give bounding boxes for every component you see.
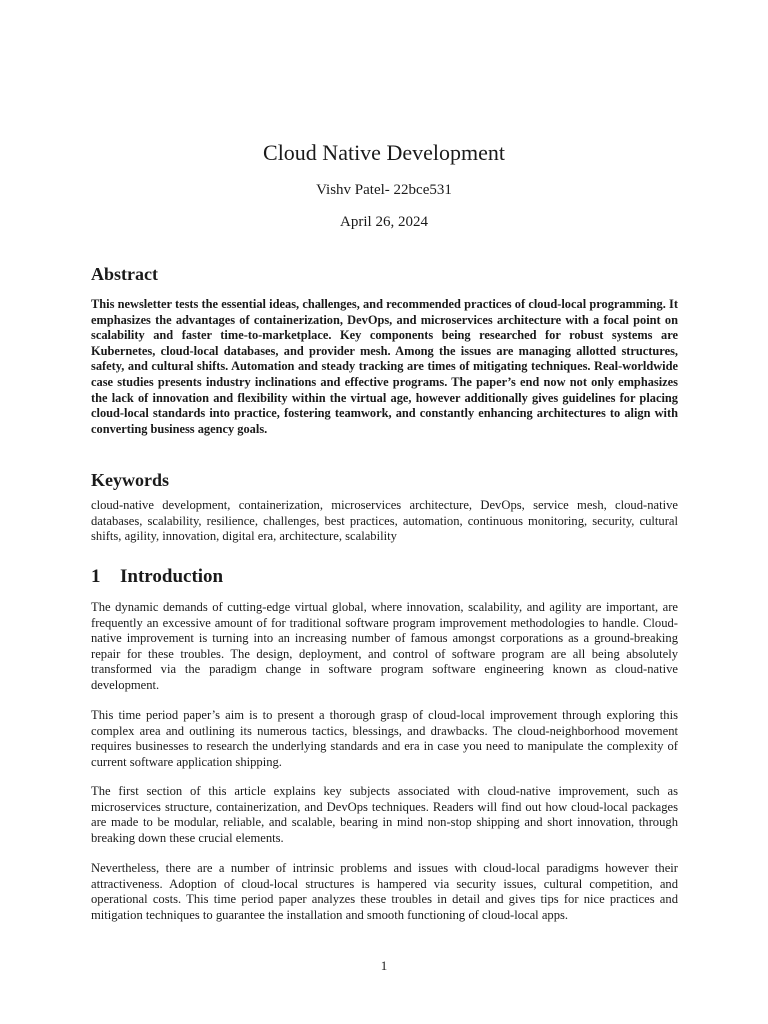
intro-paragraph-2: This time period paper’s aim is to present a thorough grasp of cloud-local improvement through exploring this complex area and outlining its numerous tactics, blessings, and drawbacks. The cloud-neighborhood movement requires businesses to research the underlying standards and era in case you need to manipulate the complexity of current software application shipping. bbox=[91, 708, 678, 769]
intro-paragraph-1: The dynamic demands of cutting-edge virtual global, where innovation, scalability, and agility are important, are frequently an excessive amount of for traditional software program improvement methodologies to handle. Cloud-native improvement is turning into an increasing number of famous amongst corporations as a ground-breaking repair for these troubles. The design, deployment, and control of software program are all being absolutely transformed via the paradigm change in software program software engineering known as cloud-native development. bbox=[91, 600, 678, 692]
paper-title: Cloud Native Development bbox=[263, 140, 505, 165]
intro-paragraph-3: The first section of this article explains key subjects associated with cloud-native improvement, such as microservices structure, containerization, and DevOps techniques. Readers will find out how cloud-local packages are made to be modular, reliable, and scalable, bearing in mind non-stop shipping and short innovation, through breaking down these crucial elements. bbox=[91, 784, 678, 845]
section-title: Introduction bbox=[120, 566, 224, 587]
abstract-body: This newsletter tests the essential ideas, challenges, and recommended practices of cloud-local programming. It emphasizes the advantages of containerization, DevOps, and microservices architecture with a focal point on scalability and faster time-to-marketplace. Key components being researched for robust systems are Kubernetes, cloud-local databases, and provider mesh. Among the issues are managing allotted structures, safety, and cultural shifts. Automation and steady tracking are times of mitigating techniques. Real-worldwide case studies presents industry inclinations and effective programs. The paper’s end now not only emphasizes the lack of innovation and flexibility within the virtual age, however additionally gives guidelines for placing cloud-local standards into practice, fostering teamwork, and constantly enhancing architectures to align with converting business agency goals. bbox=[91, 297, 678, 436]
keywords-body: cloud-native development, containerization, microservices architecture, DevOps, service mesh, cloud-native databases, scalability, resilience, challenges, best practices, automation, continuous monitoring, security, cultural shifts, agility, innovation, digital era, architecture, scalability bbox=[91, 498, 678, 544]
paper-date: April 26, 2024 bbox=[340, 214, 428, 230]
section-number: 1 bbox=[91, 566, 101, 587]
page-number: 1 bbox=[380, 958, 388, 973]
section-heading-introduction bbox=[91, 566, 223, 588]
paper-author: Vishv Patel- 22bce531 bbox=[316, 182, 452, 198]
intro-paragraph-4: Nevertheless, there are a number of intrinsic problems and issues with cloud-local paradigms however their attractiveness. Adoption of cloud-local structures is hampered via security issues, cultural competition, and operational costs. This time period paper analyzes these troubles in detail and gives tips for nice practices and mitigation techniques to guarantee the installation and smooth functioning of cloud-local apps. bbox=[91, 861, 678, 922]
keywords-heading: Keywords bbox=[91, 470, 169, 490]
abstract-heading: Abstract bbox=[91, 264, 158, 284]
